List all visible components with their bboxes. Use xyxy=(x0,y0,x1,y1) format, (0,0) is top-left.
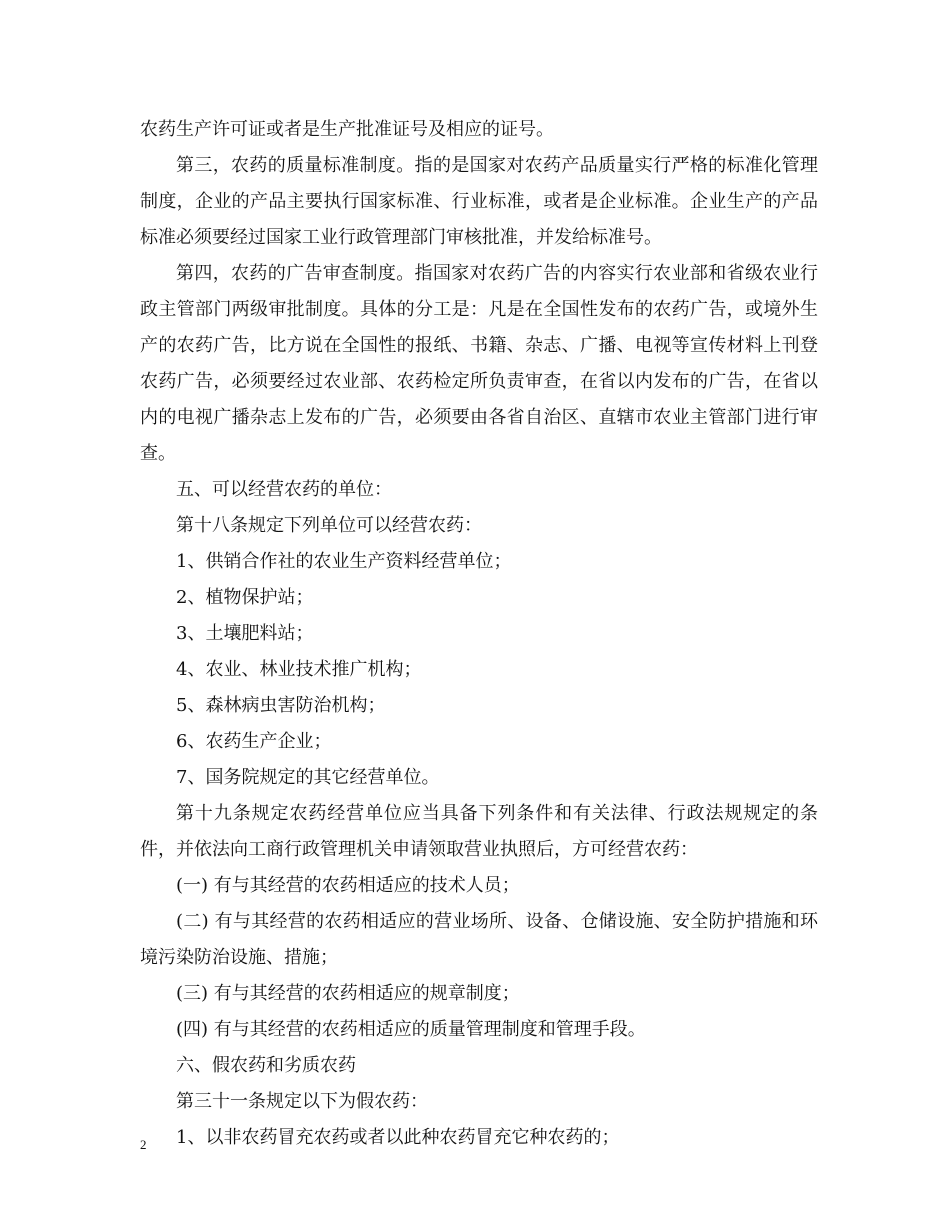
page-number: 2 xyxy=(140,1137,147,1152)
paragraph: 农药生产许可证或者是生产批准证号及相应的证号。 xyxy=(140,119,554,140)
paragraph: 第四，农药的广告审查制度。指国家对农药广告的内容实行农业部和省级农业行政主管部门两级审批制度。具体的分工是：凡是在全国性发布的农药广告，或境外生产的农药广告，比方说在全国性的报纸、书籍、杂志、广播、电视等宣传材料上刊登农药广告，必须要经过农业部、农药检定所负责审查，在省以内发布的广告，在省以内的电视广播杂志上发布的广告，必须要由各省自治区、直辖市农业主管部门进行审查。 xyxy=(140,263,818,464)
paragraph: 2、植物保护站； xyxy=(176,587,314,608)
paragraph: 3、土壤肥料站； xyxy=(176,623,314,644)
paragraph: 5、森林病虫害防治机构； xyxy=(176,695,386,716)
paragraph: (四) 有与其经营的农药相适应的质量管理制度和管理手段。 xyxy=(176,1019,646,1040)
document-body xyxy=(140,112,818,1156)
paragraph: 4、农业、林业技术推广机构； xyxy=(176,659,422,680)
paragraph: 第三十一条规定以下为假农药： xyxy=(176,1091,428,1112)
paragraph: (二) 有与其经营的农药相适应的营业场所、设备、仓储设施、安全防护措施和环境污染防治设施、措施； xyxy=(140,911,818,968)
paragraph: 六、假农药和劣质农药 xyxy=(176,1055,356,1076)
paragraph: 6、农药生产企业； xyxy=(176,731,332,752)
paragraph: 第十九条规定农药经营单位应当具备下列条件和有关法律、行政法规规定的条件，并依法向工商行政管理机关申请领取营业执照后，方可经营农药： xyxy=(140,803,818,860)
paragraph: 1、以非农药冒充农药或者以此种农药冒充它种农药的； xyxy=(176,1127,620,1148)
paragraph: 7、国务院规定的其它经营单位。 xyxy=(176,767,440,788)
paragraph: 第三，农药的质量标准制度。指的是国家对农药产品质量实行严格的标准化管理制度，企业的产品主要执行国家标准、行业标准，或者是企业标准。企业生产的产品标准必须要经过国家工业行政管理部门审核批准，并发给标准号。 xyxy=(140,155,818,248)
paragraph: (一) 有与其经营的农药相适应的技术人员； xyxy=(176,875,520,896)
paragraph: 第十八条规定下列单位可以经营农药： xyxy=(176,515,482,536)
paragraph: (三) 有与其经营的农药相适应的规章制度； xyxy=(176,983,520,1004)
paragraph: 五、可以经营农药的单位： xyxy=(176,479,392,500)
paragraph: 1、供销合作社的农业生产资料经营单位； xyxy=(176,551,512,572)
